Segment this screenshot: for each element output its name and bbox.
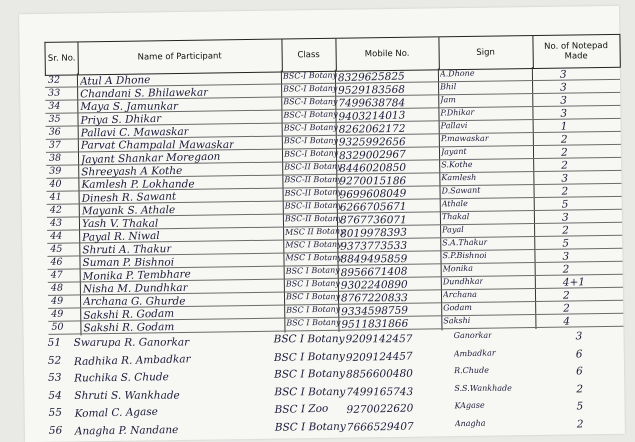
participant-name: Jayant Shankar Moregaon xyxy=(80,150,221,167)
class-cell: BSC I Botany xyxy=(286,317,341,328)
sr-cell: 32 xyxy=(47,74,61,86)
participant-name: Ruchika S. Chude xyxy=(74,371,169,385)
header-class: Class xyxy=(281,39,336,72)
signature: Ganorkar xyxy=(453,330,492,340)
mobile-number: 9209142457 xyxy=(345,333,413,346)
participant-name: Priya S. Dhikar xyxy=(80,112,162,127)
class-cell: BSC-I Botany xyxy=(283,148,339,159)
notepad-count: 2 xyxy=(561,185,569,198)
participant-name: Mayank S. Athale xyxy=(81,204,176,218)
participant-name: Archana G. Ghurde xyxy=(83,295,186,308)
mobile-number: 7499165743 xyxy=(346,385,414,398)
class-cell: BSC I Botany xyxy=(285,278,340,289)
class-cell: BSC-II Botany xyxy=(284,187,343,198)
class-cell: MSC I Botany xyxy=(285,239,342,250)
sr-cell: 36 xyxy=(48,126,61,138)
notepad-count: 2 xyxy=(563,302,571,315)
header-mobile: Mobile No. xyxy=(335,37,439,70)
sr-cell: 53 xyxy=(48,371,62,384)
participant-name: Shruti A. Thakur xyxy=(82,243,172,257)
sr-cell: 41 xyxy=(49,191,62,203)
class-cell: BSC-II Botany xyxy=(284,214,343,224)
class-cell: BSC-I Botany xyxy=(283,97,338,107)
signature: Anagha xyxy=(454,418,486,428)
signature: Godam xyxy=(443,302,472,313)
notepad-count: 2 xyxy=(562,263,570,276)
sr-cell: 49 xyxy=(51,295,64,307)
class-cell: BSC I Botany xyxy=(273,349,345,364)
sr-cell: 39 xyxy=(49,165,62,177)
notepad-count: 3 xyxy=(560,81,567,94)
notepad-count: 3 xyxy=(561,172,569,185)
participant-name: Parvat Champalal Mawaskar xyxy=(80,139,235,152)
class-cell: BSC I Zoo xyxy=(274,402,329,416)
signature: Ambadkar xyxy=(453,347,496,358)
participant-name: Sakshi R. Godam xyxy=(83,307,175,322)
notepad-count: 4+1 xyxy=(562,276,586,289)
table-header xyxy=(44,34,620,76)
class-cell: BSC I Botany xyxy=(286,304,341,315)
header-sr: Sr. No. xyxy=(45,42,78,74)
signature: Jayant xyxy=(440,146,467,157)
signature: P.mawaskar xyxy=(440,133,489,144)
sr-cell: 43 xyxy=(49,217,63,229)
signature: R.Chude xyxy=(453,365,489,376)
sr-cell: 51 xyxy=(47,336,62,349)
participant-name: Nisha M. Dundhkar xyxy=(82,281,188,296)
class-cell: BSC-I Botany xyxy=(283,83,338,94)
signature: Athale xyxy=(441,198,468,209)
mobile-number: 8856600480 xyxy=(346,367,413,381)
mobile-number: 8446020850 xyxy=(339,161,407,175)
mobile-number: 9209124457 xyxy=(345,349,413,364)
class-cell: BSC-I Botany xyxy=(283,136,339,146)
participant-name: Pallavi C. Mawaskar xyxy=(80,125,189,140)
notepad-count: 3 xyxy=(561,211,569,224)
sr-cell: 34 xyxy=(48,100,61,112)
notepad-count: 5 xyxy=(576,400,584,413)
header-notepad: No. of Notepad Made xyxy=(532,35,620,68)
signature: Sakshi xyxy=(443,315,471,326)
notepad-count: 3 xyxy=(559,68,567,81)
sr-cell: 49 xyxy=(51,308,64,320)
signature: Payal xyxy=(441,224,464,235)
participant-name: Maya S. Jamunkar xyxy=(80,100,179,113)
notepad-count: 5 xyxy=(562,237,570,250)
attendance-sheet xyxy=(19,6,625,442)
class-cell: BSC-I Botany xyxy=(282,70,338,81)
signature: Bhil xyxy=(440,82,457,92)
sr-cell: 50 xyxy=(51,321,64,333)
notepad-count: 2 xyxy=(576,382,584,395)
notepad-count: 5 xyxy=(561,198,569,211)
notepad-count: 3 xyxy=(575,330,583,343)
signature: D.Sawant xyxy=(441,185,481,196)
notepad-count: 1 xyxy=(560,120,568,133)
notepad-count: 2 xyxy=(560,133,568,146)
notepad-count: 3 xyxy=(562,250,570,263)
mobile-number: 8329002967 xyxy=(338,148,406,163)
class-cell: BSC I Botany xyxy=(285,292,341,302)
sr-cell: 33 xyxy=(48,87,61,99)
sr-cell: 46 xyxy=(50,256,63,268)
class-cell: MSC I Botany xyxy=(285,253,342,263)
sr-cell: 48 xyxy=(50,282,64,294)
mobile-number: 9529183568 xyxy=(338,83,406,97)
class-cell: BSC-I Botany xyxy=(283,122,338,133)
mobile-number: 8329625825 xyxy=(337,70,405,85)
signature: Pallavi xyxy=(440,120,468,131)
participant-name: Shreeyash A Kothe xyxy=(81,164,183,179)
notepad-count: 3 xyxy=(560,107,568,120)
class-cell: BSC-II Botany xyxy=(284,200,343,211)
mobile-number: 7499638784 xyxy=(338,97,406,110)
participant-name: Kamlesh P. Lokhande xyxy=(81,178,195,191)
mobile-number: 8956671408 xyxy=(340,265,408,280)
mobile-number: 9270015186 xyxy=(339,175,407,188)
mobile-number: 8767220833 xyxy=(341,292,408,305)
sr-cell: 47 xyxy=(50,269,63,281)
class-cell: BSC I Botany xyxy=(273,333,345,346)
notepad-count: 6 xyxy=(575,347,583,361)
class-cell: BSC I Botany xyxy=(274,385,346,398)
signature: S.S.Wankhade xyxy=(454,383,512,393)
notepad-count: 4 xyxy=(563,315,571,328)
sr-cell: 54 xyxy=(48,389,62,402)
sr-cell: 38 xyxy=(48,152,62,164)
signature: P.Dhikar xyxy=(440,107,475,118)
mobile-number: 9403214013 xyxy=(338,109,406,124)
header-name: Name of Participant xyxy=(77,40,282,75)
mobile-number: 6266705671 xyxy=(339,200,407,214)
class-cell: BSC I Botany xyxy=(274,420,346,434)
mobile-number: 7666529407 xyxy=(346,420,414,434)
class-cell: BSC-I Botany xyxy=(283,109,338,120)
sr-cell: 44 xyxy=(50,230,63,242)
mobile-number: 9334598759 xyxy=(341,304,409,319)
sr-cell: 45 xyxy=(50,243,63,255)
signature: A.Dhone xyxy=(439,68,475,79)
class-cell: BSC I Botany xyxy=(285,265,340,276)
participant-name: Sakshi R. Godam xyxy=(83,321,175,335)
participant-name: Suman P. Bishnoi xyxy=(82,256,175,269)
class-cell: BSC-II Botany xyxy=(284,175,342,185)
participant-name: Dinesh R. Sawant xyxy=(81,190,177,205)
mobile-number: 9373773533 xyxy=(340,239,408,253)
signature: S.A.Thakur xyxy=(442,237,488,248)
sr-cell: 42 xyxy=(49,204,62,216)
mobile-number: 8849495859 xyxy=(340,253,408,266)
signature: Dundhkar xyxy=(442,276,484,287)
participant-name: Chandani S. Bhilawekar xyxy=(80,86,209,101)
signature: Archana xyxy=(442,290,477,300)
participant-name: Shruti S. Wankhade xyxy=(74,389,180,402)
notepad-count: 3 xyxy=(560,94,568,107)
participant-name: Radhika R. Ambadkar xyxy=(73,352,191,368)
participant-name: Payal R. Niwal xyxy=(82,229,160,244)
mobile-number: 9270022620 xyxy=(346,402,414,417)
mobile-number: 8767736071 xyxy=(339,214,407,227)
notepad-count: 6 xyxy=(575,365,583,378)
mobile-number: 9302240890 xyxy=(340,278,408,292)
sr-cell: 56 xyxy=(48,424,63,437)
signature: S.Kothe xyxy=(441,159,473,170)
signature: KAgase xyxy=(454,400,485,411)
signature: Kamlesh xyxy=(441,173,477,183)
notepad-count: 2 xyxy=(563,289,570,302)
header-sign: Sign xyxy=(438,36,533,69)
mobile-number: 9511831866 xyxy=(341,317,409,331)
class-cell: MSC II Botany xyxy=(285,226,345,237)
sr-cell: 52 xyxy=(47,354,62,367)
notepad-count: 2 xyxy=(561,224,569,237)
notepad-count: 2 xyxy=(576,417,584,430)
class-cell: BSC I Botany xyxy=(274,367,346,381)
notepad-count: 2 xyxy=(560,146,568,159)
sr-cell: 37 xyxy=(48,139,61,151)
sr-cell: 40 xyxy=(49,178,62,190)
mobile-number: 9699608049 xyxy=(339,187,407,202)
signature: Monika xyxy=(442,263,474,274)
notepad-count: 2 xyxy=(561,159,568,172)
signature: Thakal xyxy=(441,212,470,222)
participant-name: Komal C. Agase xyxy=(74,405,159,420)
sr-cell: 55 xyxy=(48,406,63,419)
mobile-number: 8019978393 xyxy=(339,226,408,241)
participant-name: Atul A Dhone xyxy=(79,74,151,88)
participant-name: Yash V. Thakal xyxy=(81,217,159,230)
participant-name: Swarupa R. Ganorkar xyxy=(73,336,190,349)
class-cell: BSC-II Botany xyxy=(284,161,342,172)
participant-name: Anagha P. Nandane xyxy=(74,423,179,437)
mobile-number: 9325992656 xyxy=(338,136,406,149)
mobile-number: 8262062172 xyxy=(338,122,406,136)
signature: S.P.Bishnoi xyxy=(442,250,487,261)
signature: Jam xyxy=(440,95,456,105)
sr-cell: 35 xyxy=(48,113,61,125)
participant-name: Monika P. Tembhare xyxy=(82,268,191,283)
